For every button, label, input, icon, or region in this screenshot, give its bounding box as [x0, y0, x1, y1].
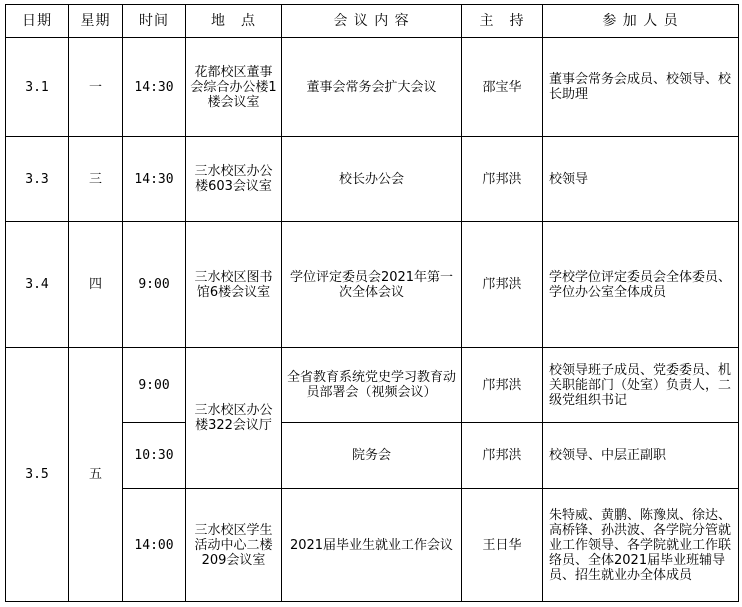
location-cell: 三水校区图书馆6楼会议室: [186, 222, 282, 348]
header-time: 时间: [123, 5, 186, 38]
time-cell: 14:00: [123, 489, 186, 602]
table-row: [6, 38, 739, 137]
attendees-cell: 朱特威、黄鹏、陈豫岚、徐达、高桥锋、孙洪波、各学院分管就业工作领导、各学院就业工作联络员、全体2021届毕业班辅导员、招生就业办全体成员: [543, 489, 739, 602]
location-cell: 三水校区学生活动中心二楼209会议室: [186, 489, 282, 602]
weekday-cell: 五: [69, 348, 123, 602]
time-cell: 9:00: [123, 222, 186, 348]
location-cell: 花都校区董事会综合办公楼1楼会议室: [186, 38, 282, 137]
host-cell: 邝邦洪: [462, 222, 543, 348]
table-row: [6, 348, 739, 423]
attendees-cell: 董事会常务会成员、校领导、校长助理: [543, 38, 739, 137]
header-host: 主 持: [462, 5, 543, 38]
weekday-cell: 三: [69, 137, 123, 222]
header-row: [6, 5, 739, 38]
attendees-cell: 学校学位评定委员会全体委员、学位办公室全体成员: [543, 222, 739, 348]
date-cell: 3.4: [6, 222, 69, 348]
content-cell: 董事会常务会扩大会议: [282, 38, 462, 137]
meeting-schedule-table: [5, 4, 739, 602]
host-cell: 邝邦洪: [462, 348, 543, 423]
header-attendees: 参 加 人 员: [543, 5, 739, 38]
time-cell: 14:30: [123, 137, 186, 222]
host-cell: 邵宝华: [462, 38, 543, 137]
weekday-cell: 四: [69, 222, 123, 348]
attendees-cell: 校领导、中层正副职: [543, 423, 739, 489]
header-date: 日期: [6, 5, 69, 38]
header-location: 地 点: [186, 5, 282, 38]
table-row: [6, 222, 739, 348]
content-cell: 学位评定委员会2021年第一次全体会议: [282, 222, 462, 348]
date-cell: 3.3: [6, 137, 69, 222]
location-cell: 三水校区办公楼603会议室: [186, 137, 282, 222]
content-cell: 2021届毕业生就业工作会议: [282, 489, 462, 602]
host-cell: 邝邦洪: [462, 137, 543, 222]
date-cell: 3.5: [6, 348, 69, 602]
attendees-cell: 校领导班子成员、党委委员、机关职能部门（处室）负责人，二级党组织书记: [543, 348, 739, 423]
time-cell: 14:30: [123, 38, 186, 137]
content-cell: 全省教育系统党史学习教育动员部署会（视频会议）: [282, 348, 462, 423]
header-weekday: 星期: [69, 5, 123, 38]
location-cell: 三水校区办公楼322会议厅: [186, 348, 282, 489]
time-cell: 10:30: [123, 423, 186, 489]
attendees-cell: 校领导: [543, 137, 739, 222]
content-cell: 校长办公会: [282, 137, 462, 222]
time-cell: 9:00: [123, 348, 186, 423]
table-row: [6, 137, 739, 222]
content-cell: 院务会: [282, 423, 462, 489]
host-cell: 邝邦洪: [462, 423, 543, 489]
weekday-cell: 一: [69, 38, 123, 137]
header-content: 会 议 内 容: [282, 5, 462, 38]
host-cell: 王日华: [462, 489, 543, 602]
date-cell: 3.1: [6, 38, 69, 137]
